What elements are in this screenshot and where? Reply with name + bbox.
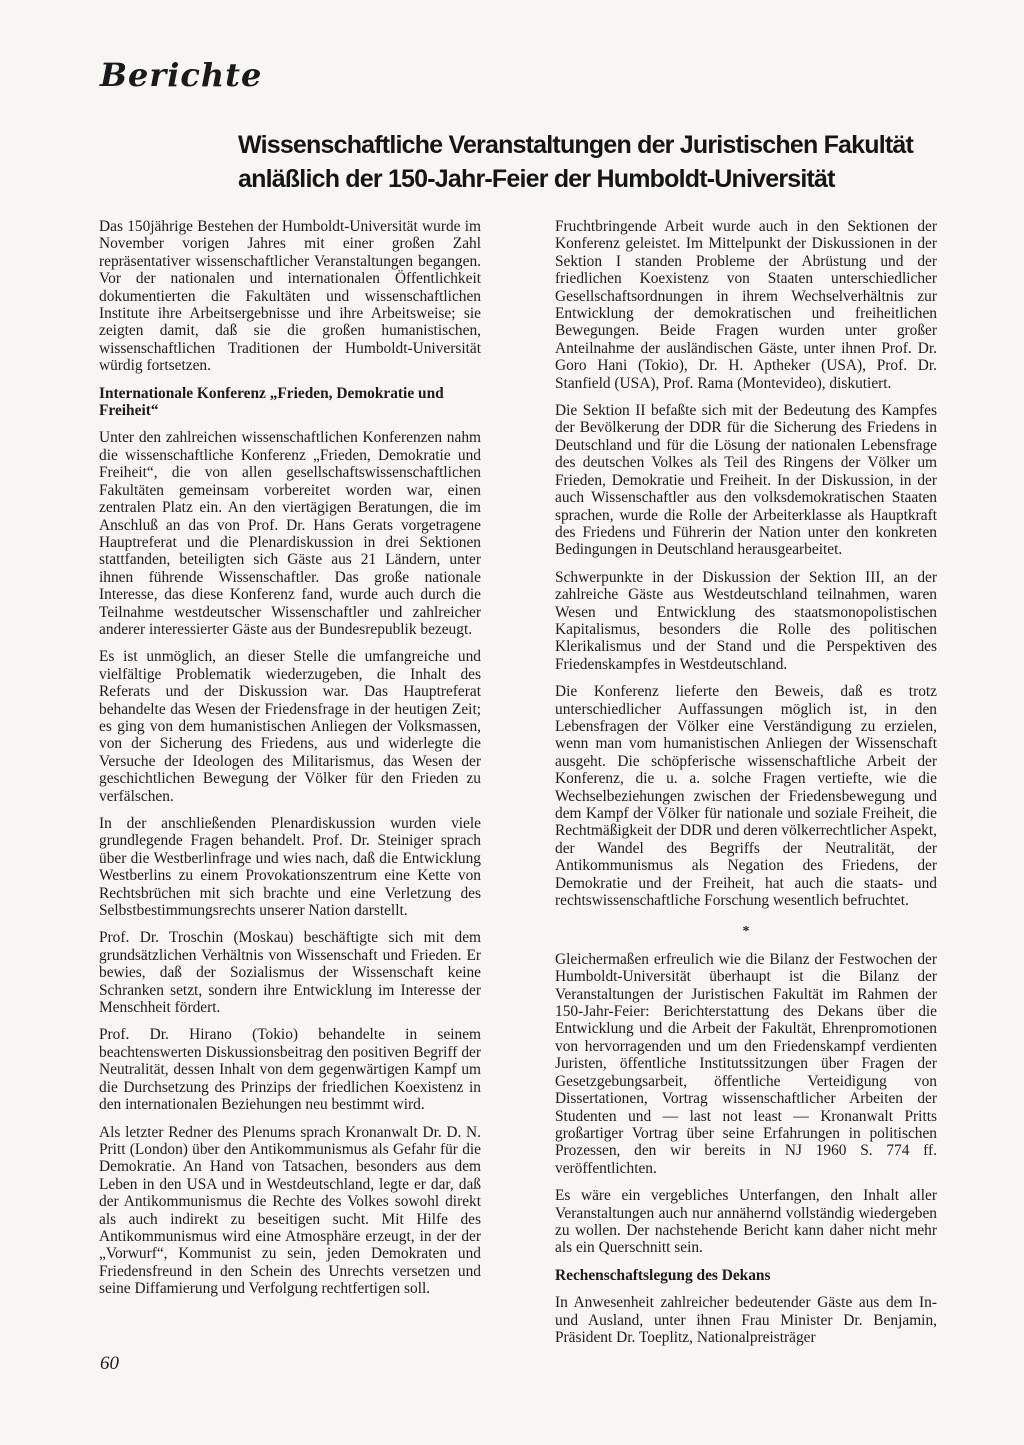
paragraph: Unter den zahlreichen wissenschaftlichen Konferenzen nahm die wissenschaftliche Konferenz „Frieden, Demokratie und Freiheit“, die von allen gesellschaftswissenschaftlichen Fakultäten gemeinsam vorbereitet worden war, einen zentralen Platz ein. An den viertägigen Beratungen, die im Anschluß an das von Prof. Dr. Hans Gerats vorgetragene Hauptreferat und die Plenardiskussion in drei Sektionen stattfanden, beteiligten sich Gäste aus 21 Ländern, unter ihnen führende Wissenschaftler. Das große nationale Interesse, das diese Konferenz fand, wurde auch durch die Teilnahme westdeutscher Wissenschaftler und zahlreicher anderer interessierter Gäste aus der Bundesrepublik bezeugt.	[99, 429, 481, 638]
paragraph: In der anschließenden Plenardiskussion wurden viele grundlegende Fragen behandelt. Prof. Dr. Steiniger sprach über die Westberlinfrage und wies nach, daß die Entwicklung Westberlins zu einem Provokationszentrum eine Kette von Rechtsbrüchen mit sich brachte und eine Verletzung des Selbstbestimmungsrechts unserer Nation darstellt.	[99, 815, 481, 920]
paragraph: Die Sektion II befaßte sich mit der Bedeutung des Kampfes der Bevölkerung der DDR für die Sicherung des Friedens in Deutschland und für die Lösung der nationalen Lebensfrage des deutschen Volkes als Teil des Ringens der Völker um Frieden, Demokratie und Freiheit. In der Diskussion, in der auch Wissenschaftler aus den volksdemokratischen Staaten sprachen, wurde die Rolle der Arbeiterklasse als Hauptkraft des Friedens und Führerin der Nation unter den konkreten Bedingungen in Deutschland herausgearbeitet.	[555, 402, 937, 559]
paragraph: Es ist unmöglich, an dieser Stelle die umfangreiche und vielfältige Problematik wiederzugeben, die Inhalt des Referats und der Diskussion war. Das Hauptreferat behandelte das Wesen der Friedensfrage in der heutigen Zeit; es ging von dem humanistischen Anliegen der Volksmassen, von der Sicherung des Friedens, aus und widerlegte die Versuche der Ideologen des Militarismus, das Wesen der geschichtlichen Bewegung der Völker für den Frieden zu verfälschen.	[99, 648, 481, 805]
paragraph: Fruchtbringende Arbeit wurde auch in den Sektionen der Konferenz geleistet. Im Mittelpunkt der Diskussionen in der Sektion I standen Probleme der Abrüstung und der friedlichen Koexistenz von Staaten unterschiedlicher Gesellschaftsordnungen in ihrem Wechselverhältnis zur Entwicklung der demokratischen und freiheitlichen Bewegungen. Beide Fragen wurden unter großer Anteilnahme der ausländischen Gäste, unter ihnen Prof. Dr. Goro Hani (Tokio), Dr. H. Aptheker (USA), Prof. Dr. Stanfield (USA), Prof. Rama (Montevideo), diskutiert.	[555, 218, 937, 392]
paragraph: Prof. Dr. Troschin (Moskau) beschäftigte sich mit dem grundsätzlichen Verhältnis von Wissenschaft und Frieden. Er bewies, daß der Sozialismus der Wissenschaft keine Schranken setzt, sondern ihre Entwicklung im Interesse der Menschheit fördert.	[99, 929, 481, 1017]
page-number: 60	[100, 1353, 119, 1374]
section-label: Berichte	[100, 56, 263, 94]
paragraph: Das 150jährige Bestehen der Humboldt-Universität wurde im November vorigen Jahres mit einer großen Zahl repräsentativer wissenschaftlicher Veranstaltungen begangen. Vor der nationalen und internationalen Öffentlichkeit dokumentierten die Fakultäten und wissenschaftlichen Institute ihre Arbeitsergebnisse und ihre Arbeitsweise; sie zeigten damit, daß sie die großen humanistischen, wissenschaftlichen Traditionen der Humboldt-Universität würdig fortsetzen.	[99, 218, 481, 375]
section-separator: *	[742, 924, 750, 940]
article-headline	[238, 128, 978, 196]
headline-line-2: anläßlich der 150-Jahr-Feier der Humboldt-Universität	[238, 165, 835, 193]
paragraph: Als letzter Redner des Plenums sprach Kronanwalt Dr. D. N. Pritt (London) über den Antikommunismus als Gefahr für die Demokratie. An Hand von Tatsachen, besonders aus dem Leben in den USA und in Westdeutschland, legte er dar, daß der Antikommunismus die Rechte des Volkes sowohl direkt als auch indirekt zu beseitigen sucht. Mit Hilfe des Antikommunismus wird eine Atmosphäre erzeugt, in der der „Vorwurf“, Kommunist zu sein, jeden Demokraten und Friedensfreund in den Schein des Unrechts versetzen und seine Diffamierung und Verfolgung rechtfertigen soll.	[99, 1123, 481, 1298]
right-column	[555, 218, 937, 1356]
subheading-dekan: Rechenschaftslegung des Dekans	[555, 1266, 771, 1284]
paragraph: Die Konferenz lieferte den Beweis, daß es trotz unterschiedlicher Auffassungen möglich ist, in den Lebensfragen der Völker eine Verständigung zu erzielen, wenn man vom humanistischen Anliegen der Wissenschaft ausgeht. Die schöpferische wissenschaftliche Arbeit der Konferenz, die u. a. solche Fragen vertiefte, wie die Wechselbeziehungen zwischen der Friedensbewegung und dem Kampf der Völker für nationale und soziale Freiheit, die Rechtmäßigkeit der DDR und deren völkerrechtlicher Aspekt, der Wandel des Begriffs der Neutralität, der Antikommunismus als Negation des Friedens, der Demokratie und der Freiheit, hat auch die staats- und rechtswissenschaftliche Forschung wesentlich befruchtet.	[555, 683, 937, 910]
headline-line-1: Wissenschaftliche Veranstaltungen der Juristischen Fakultät	[238, 131, 914, 159]
left-column	[99, 218, 481, 1308]
paragraph: In Anwesenheit zahlreicher bedeutender Gäste aus dem In- und Ausland, unter ihnen Frau Minister Dr. Benjamin, Präsident Dr. Toeplitz, Nationalpreisträger	[555, 1294, 937, 1346]
paragraph: Schwerpunkte in der Diskussion der Sektion III, an der zahlreiche Gäste aus Westdeutschland teilnahmen, waren Wesen und Entwicklung des staatsmonopolistischen Kapitalismus, besonders die Rolle des politischen Klerikalismus und der Stand und die Perspektiven des Friedenskampfes in Westdeutschland.	[555, 568, 937, 673]
paragraph: Gleichermaßen erfreulich wie die Bilanz der Festwochen der Humboldt-Universität überhaupt ist die Bilanz der Veranstaltungen der Juristischen Fakultät im Rahmen der 150-Jahr-Feier: Berichterstattung des Dekans über die Entwicklung und die Arbeit der Fakultät, Ehrenpromotionen von hervorragenden und um den Friedenskampf verdienten Juristen, öffentliche Institutssitzungen über Fragen der Gesetzgebungsarbeit, öffentliche Verteidigung von Dissertationen, Vortrag wissenschaftlicher Arbeiten der Studenten und — last not least — Kronanwalt Pritts großartiger Vortrag über seine Erfahrungen in politischen Prozessen, den wir bereits in NJ 1960 S. 774 ff. veröffentlichten.	[555, 950, 937, 1177]
paragraph: Prof. Dr. Hirano (Tokio) behandelte in seinem beachtenswerten Diskussionsbeitrag den positiven Begriff der Neutralität, dessen Inhalt von dem gegenwärtigen Kampf um die Durchsetzung des Prinzips der friedlichen Koexistenz in den internationalen Beziehungen neu bestimmt wird.	[99, 1026, 481, 1114]
paragraph: Es wäre ein vergebliches Unterfangen, den Inhalt aller Veranstaltungen auch nur annähernd vollständig wiedergeben zu wollen. Der nachstehende Bericht kann daher nicht mehr als ein Querschnitt sein.	[555, 1187, 937, 1257]
subheading-konferenz: Internationale Konferenz „Frieden, Demokratie und Freiheit“	[99, 384, 444, 420]
